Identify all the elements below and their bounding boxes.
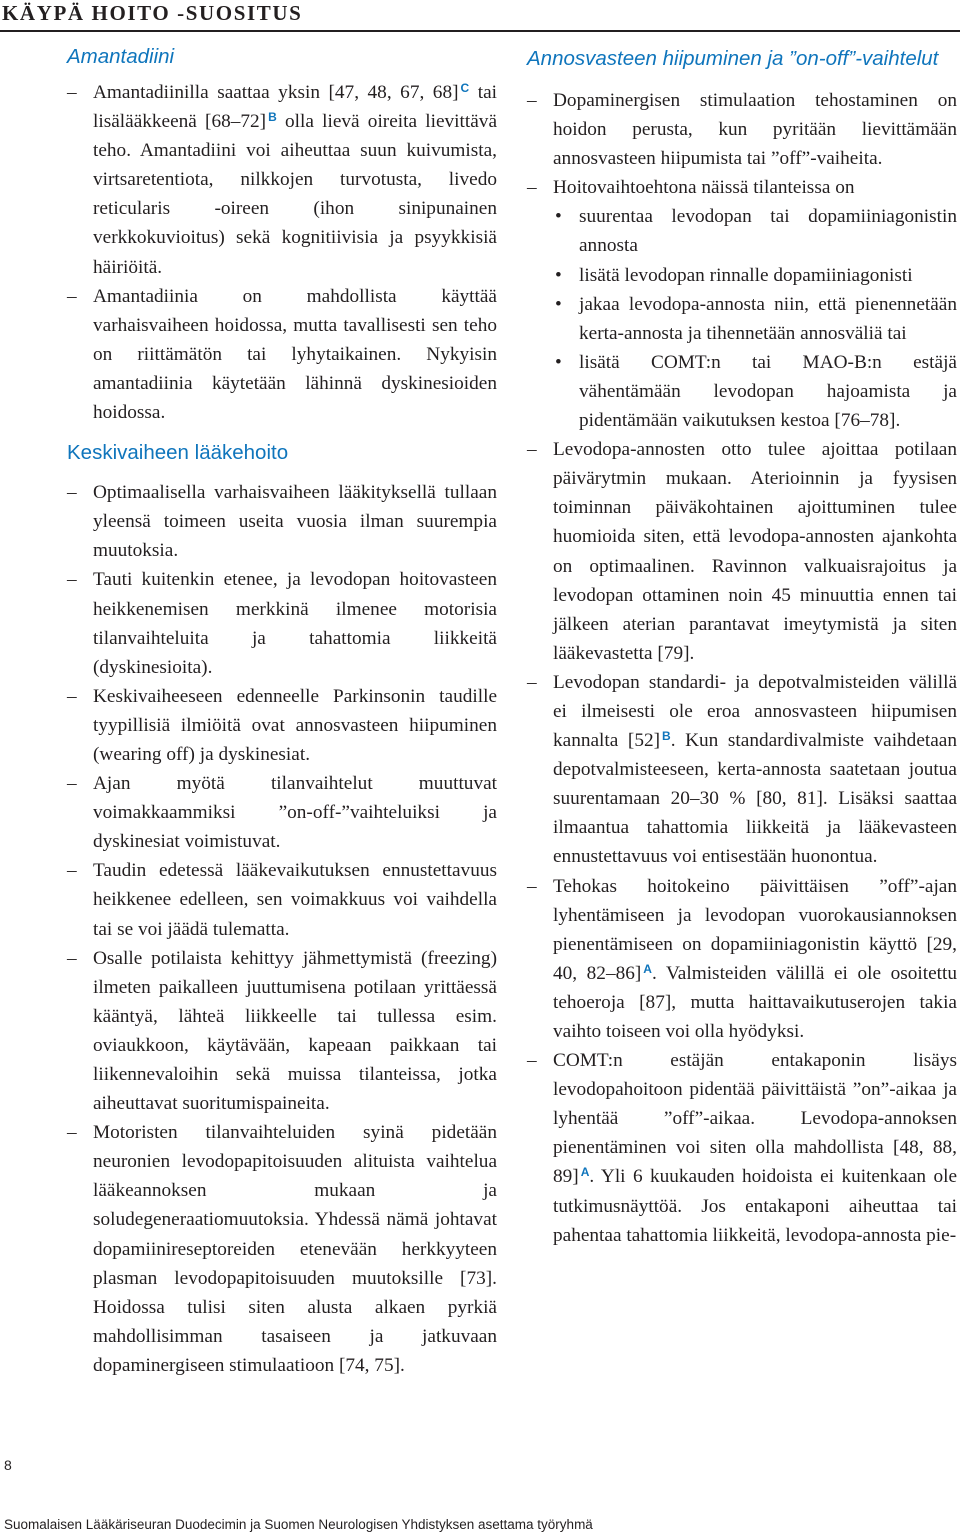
page-header	[0, 0, 960, 32]
list-item: – Amantadiinilla saattaa yksin [47, 48, 67, 68] $^C$ tai lisälääkkeenä [68–72] $^B$ olla lievä oireita lievittävä teho. Amantadiini voi aiheuttaa suun kuivumista, virtsaretentiota, nilkkojen turvotusta, livedo reticularis -oireen (ihon sinipunainen verkkokuvioitus) sekä kognitiivisia ja psyykkisiä häiriöitä.	[67, 78, 497, 282]
section-heading-amantadiini: Amantadiini	[67, 45, 175, 68]
list-item: – Optimaalisella varhaisvaiheen lääkityksellä tullaan yleensä toimeen useita vuosia ilman suurempia muutoksia.	[67, 478, 497, 565]
evidence-grade-badge: B	[268, 110, 277, 125]
evidence-grade-badge: A	[580, 1165, 590, 1180]
list-item: – Taudin edetessä lääkevaikutuksen ennustettavuus heikkenee edelleen, sen voimakkuus voi vaihdella tai se voi jäädä tulematta.	[67, 856, 497, 943]
evidence-grade-badge: B	[662, 729, 671, 744]
amantadiini-list	[67, 78, 497, 427]
list-item: – Amantadiinia on mahdollista käyttää varhaisvaiheen hoidossa, mutta tavallisesti sen teho on riittämätön tai lyhytaikainen. Nykyisin amantadiinia käytetään lähinnä dyskinesioiden hoidossa.	[67, 282, 497, 427]
list-item: – Osalle potilaista kehittyy jähmettymistä (freezing) ilmeten paikalleen juuttumisena potilaan yrittäessä kääntyä, lähteä liikkeelle tai tullessa esim. oviaukkoon, käytävään, kapeaan paikkaan tai liikennevaloihin sekä muissa tilanteissa, jotka aiheuttavat suoritumispaineita.	[67, 944, 497, 1119]
list-item: – Tauti kuitenkin etenee, ja levodopan hoitovasteen heikkenemisen merkkinä ilmenee motorisia tilanvaihteluita ja tahattomia liikkeitä (dyskinesioita).	[67, 565, 497, 681]
list-item	[527, 173, 957, 435]
evidence-grade-badge: C	[460, 81, 470, 95]
evidence-grade-badge: A	[643, 961, 652, 976]
list-item: – Ajan myötä tilanvaihtelut muuttuvat voimakkaammiksi ”on-off-”vaihteluiksi ja dyskinesiat voimistuvat.	[67, 769, 497, 856]
right-column	[527, 40, 957, 1250]
page-footer: Suomalaisen Lääkäriseuran Duodecimin ja Suomen Neurologisen Yhdistyksen asettama työryhmä	[4, 1517, 593, 1532]
list-item: – Motoristen tilanvaihteluiden syinä pidetään neuronien levodopapitoisuuden alituista vaihtelua lääkeannoksen mukaan ja soludegeneraatiomuutoksia. Yhdessä nämä johtavat dopamiinireseptoreiden etenevään herkkyyteen plasman levodopapitoisuuden muutoksille [73]. Hoidossa tulisi siten alusta alkaen pyrkiä mahdollisimman tasaiseen ja jatkuvaan dopaminergiseen stimulaatioon [74, 75].	[67, 1118, 497, 1380]
treatment-options-list	[553, 202, 957, 435]
section-heading-keskivaihe: Keskivaiheen lääkehoito	[67, 441, 289, 465]
keskivaihe-list	[67, 478, 497, 1380]
bullet-item: • suurentaa levodopan tai dopamiiniagonistin annosta	[553, 202, 957, 260]
bullet-item: • jakaa levodopa-annosta niin, että pienennetään kerta-annosta ja tihennetään annosväliä tai	[553, 290, 957, 348]
list-item: – COMT:n estäjän entakaponin lisäys levodopahoitoon pidentää päivittäistä ”on”-aikaa ja lyhentää ”off”-aikaa. Levodopa-annoksen pienentäminen voi siten olla mahdollista [48, 88, 89] $^A$. Yli 6 kuukauden hoidoista ei kuitenkaan ole tutkimusnäyttöä. Jos entakaponi aiheuttaa tai pahentaa tahattomia liikkeitä, levodopa-annosta pie-	[527, 1046, 957, 1250]
list-item-text: Hoitovaihtoehtona näissä tilanteissa on	[553, 177, 855, 199]
bullet-item: • lisätä levodopan rinnalle dopamiiniagonisti	[553, 261, 957, 290]
annosvaste-list-continued	[527, 435, 957, 1250]
section-heading-annosvaste: Annosvasteen hiipuminen ja ”on-off”-vaihtelut	[527, 47, 939, 70]
list-item: – Dopaminergisen stimulaation tehostaminen on hoidon perusta, kun pyritään lievittämään annosvasteen hiipumista tai ”off”-vaiheita.	[527, 86, 957, 173]
left-column	[67, 40, 497, 1380]
list-item: – Levodopan standardi- ja depotvalmisteiden välillä ei ilmeisesti ole eroa annosvasteen hiipumisen kannalta [52] $^B$. Kun standardivalmiste vaihdetaan depotvalmisteeseen, kerta-annosta saatetaan joutua suurentamaan 20–30 % [80, 81]. Lisäksi saattaa ilmaantua tahattomia liikkeitä ja lääkevasteen ennustettavuus voi entisestään huonontua.	[527, 668, 957, 872]
list-item: – Keskivaiheeseen edenneelle Parkinsonin taudille tyypillisiä ilmiöitä ovat annosvasteen hiipuminen (wearing off) ja dyskinesiat.	[67, 682, 497, 769]
bullet-item: • lisätä COMT:n tai MAO-B:n estäjä vähentämään levodopan hajoamista ja pidentämään vaikutuksen kestoa [76–78].	[553, 348, 957, 435]
list-item: – Levodopa-annosten otto tulee ajoittaa potilaan päivärytmin mukaan. Aterioinnin ja fyysisen toiminnan päiväkohtainen ajoittuminen tulee huomioida siten, että levodopa-annosten ajankohta on optimaalinen. Ravinnon valkuaisrajoitus ja levodopan ottaminen noin 45 minuuttia ennen tai jälkeen aterian parantavat imeytymistä ja siten lääkevastetta [79].	[527, 435, 957, 668]
page-number: 8	[4, 1457, 12, 1473]
list-item: – Tehokas hoitokeino päivittäisen ”off”-ajan lyhentämiseen ja levodopan vuorokausiannoksen pienentämiseen on dopamiiniagonistin käyttö [29, 40, 82–86] $^A$. Valmisteiden välillä ei ole osoitettu tehoeroja [87], mutta haittavaikutuserojen takia vaihto toiseen voi olla hyödyksi.	[527, 872, 957, 1047]
annosvaste-list	[527, 86, 957, 435]
header-title: KÄYPÄ HOITO -SUOSITUS	[2, 1, 303, 25]
